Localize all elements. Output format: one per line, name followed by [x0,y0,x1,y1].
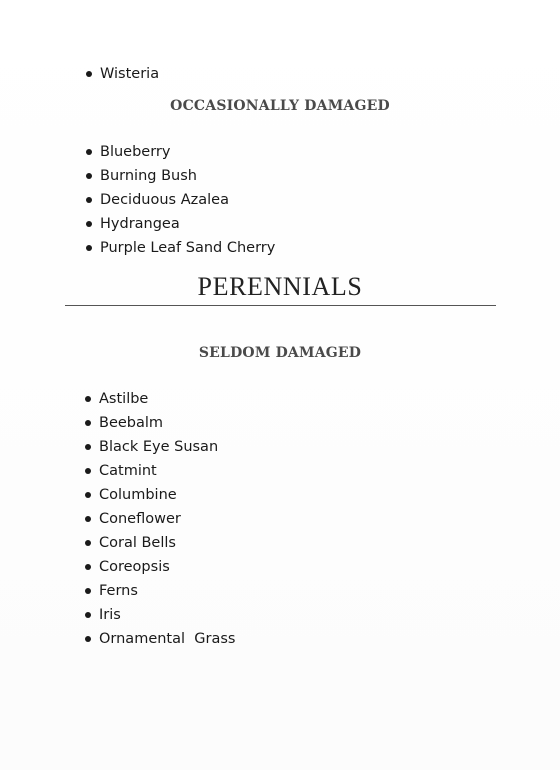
list-item: Iris [85,603,235,627]
list-item: Coral Bells [85,531,235,555]
list-item: Ornamental Grass [85,627,235,651]
occasionally-damaged-heading: OCCASIONALLY DAMAGED [170,98,390,114]
list-item: Ferns [85,579,235,603]
occasionally-damaged-list [86,140,275,260]
section-divider [65,305,496,306]
list-item: Wisteria [86,62,159,86]
list-item: Astilbe [85,387,235,411]
perennials-title: PERENNIALS [197,272,363,301]
list-item: Columbine [85,483,235,507]
seldom-damaged-list [85,387,235,651]
seldom-damaged-heading: SELDOM DAMAGED [198,345,362,361]
list-item: Coreopsis [85,555,235,579]
list-item: Coneflower [85,507,235,531]
list-item: Deciduous Azalea [86,188,275,212]
list-item: Blueberry [86,140,275,164]
shrub-list-top [86,62,159,86]
list-item: Beebalm [85,411,235,435]
list-item: Purple Leaf Sand Cherry [86,236,275,260]
list-item: Hydrangea [86,212,275,236]
list-item: Black Eye Susan [85,435,235,459]
list-item: Catmint [85,459,235,483]
list-item: Burning Bush [86,164,275,188]
